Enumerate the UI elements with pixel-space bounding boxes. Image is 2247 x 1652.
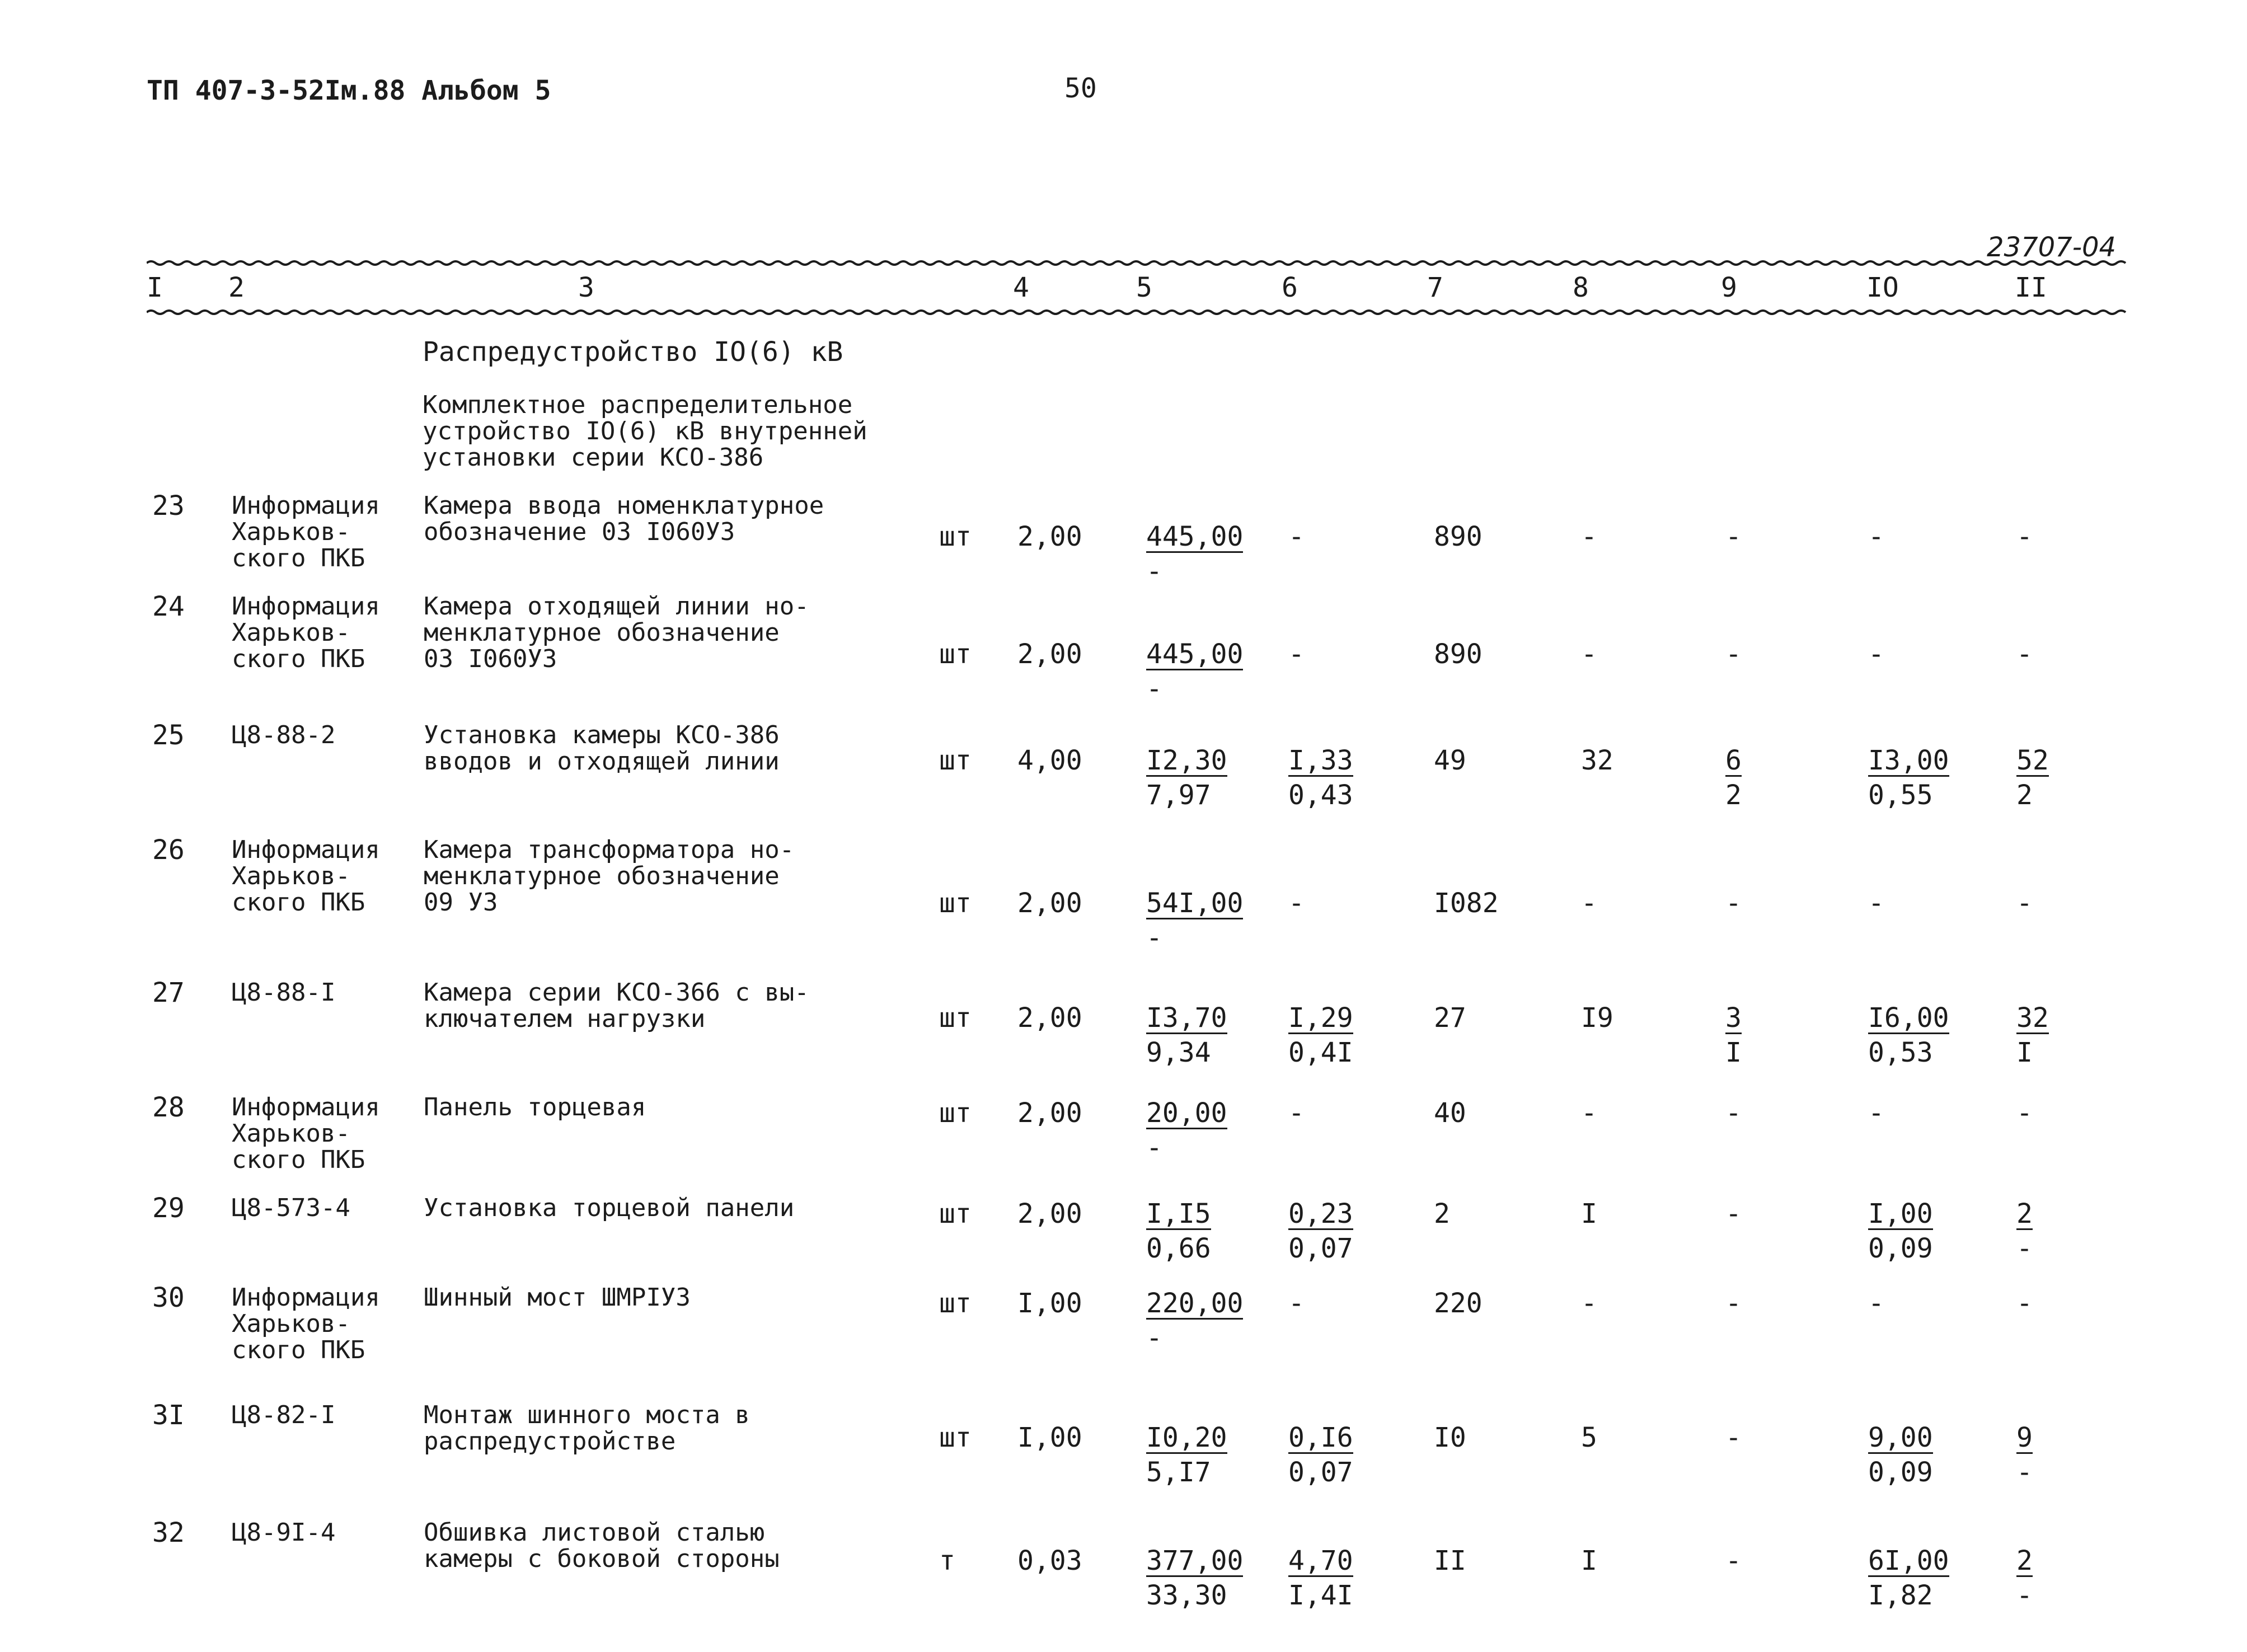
total-wages: 32 (1581, 745, 1613, 776)
row-name: Камера ввода номенклатурное обозначение 03 I060УЗ (424, 491, 824, 546)
machine-wages: 0,43 (1288, 780, 1353, 811)
row-quantity: 0,03 (1017, 1545, 1082, 1576)
row-unit: шт (939, 1288, 972, 1319)
row-number: 23 (152, 490, 185, 522)
total-cost: 40 (1434, 1097, 1466, 1129)
cost-total: I3,70 (1146, 1002, 1227, 1034)
total-wages: I (1581, 1545, 1597, 1576)
total-cost: 220 (1434, 1288, 1483, 1319)
row-code: Ц8-82-I (232, 1401, 336, 1429)
cost-wages: 33,30 (1146, 1580, 1227, 1611)
labor-total: - (2016, 639, 2033, 670)
column-header: 4 (1013, 272, 1029, 303)
row-number: 27 (152, 977, 185, 1008)
row-number: 3I (152, 1400, 185, 1431)
labor-total: 2 (2016, 1198, 2033, 1229)
row-name: Панель торцевая (424, 1093, 646, 1121)
column-header: 3 (578, 272, 594, 303)
machine-total: - (1725, 1422, 1742, 1453)
cost-total: 20,00 (1146, 1097, 1227, 1129)
machine-cost: 0,23 (1288, 1198, 1353, 1229)
labor-unit: 9,00 (1868, 1422, 1933, 1453)
row-name: Обшивка листовой сталью камеры с боковой стороны (424, 1518, 780, 1573)
total-cost: 49 (1434, 745, 1466, 776)
labor-machinists-total: - (2016, 1233, 2033, 1264)
labor-machinists-unit: 0,09 (1868, 1457, 1933, 1488)
labor-machinists-total: 2 (2016, 780, 2033, 811)
table-top-rule (147, 259, 2128, 267)
total-cost: II (1434, 1545, 1466, 1576)
labor-machinists-unit: 0,53 (1868, 1037, 1933, 1068)
labor-unit: - (1868, 1097, 1884, 1129)
labor-total: 32 (2016, 1002, 2049, 1034)
cost-total: I,I5 (1146, 1198, 1211, 1229)
subsection-title: Комплектное распределительное устройство IO(6) кВ внутренней установки серии КСО-386 (423, 391, 867, 472)
cost-wages: - (1146, 922, 1162, 954)
row-code: Информация Харьков- ского ПКБ (232, 836, 380, 917)
row-unit: шт (939, 1097, 972, 1129)
row-unit: шт (939, 639, 972, 670)
machine-total-wages: 2 (1725, 780, 1742, 811)
total-wages: - (1581, 888, 1597, 919)
labor-machinists-unit: 0,09 (1868, 1233, 1933, 1264)
row-unit: шт (939, 1198, 972, 1229)
row-number: 25 (152, 720, 185, 751)
total-wages: - (1581, 639, 1597, 670)
machine-cost: 0,I6 (1288, 1422, 1353, 1453)
column-header: IO (1866, 272, 1899, 303)
machine-total: - (1725, 1545, 1742, 1576)
page-number: 50 (1064, 73, 1097, 104)
row-quantity: 2,00 (1017, 1097, 1082, 1129)
row-number: 26 (152, 834, 185, 866)
machine-wages: 0,4I (1288, 1037, 1353, 1068)
machine-cost: - (1288, 639, 1305, 670)
machine-total: 6 (1725, 745, 1742, 776)
total-wages: - (1581, 521, 1597, 552)
row-unit: шт (939, 521, 972, 552)
row-quantity: 4,00 (1017, 745, 1082, 776)
machine-cost: 4,70 (1288, 1545, 1353, 1576)
total-wages: - (1581, 1097, 1597, 1129)
labor-unit: - (1868, 521, 1884, 552)
row-quantity: 2,00 (1017, 1002, 1082, 1034)
row-unit: т (939, 1545, 955, 1576)
labor-unit: - (1868, 1288, 1884, 1319)
row-quantity: 2,00 (1017, 1198, 1082, 1229)
machine-total: - (1725, 1288, 1742, 1319)
row-quantity: 2,00 (1017, 888, 1082, 919)
total-wages: I (1581, 1198, 1597, 1229)
cost-total: 54I,00 (1146, 888, 1244, 919)
inventory-number: 23707-04 (1987, 232, 2117, 263)
row-code: Информация Харьков- ского ПКБ (232, 1093, 380, 1174)
machine-cost: I,33 (1288, 745, 1353, 776)
cost-total: I2,30 (1146, 745, 1227, 776)
labor-unit: I,00 (1868, 1198, 1933, 1229)
column-header: 5 (1136, 272, 1152, 303)
section-title: Распредустройство IO(6) кВ (423, 336, 843, 368)
machine-wages: I,4I (1288, 1580, 1353, 1611)
total-cost: 27 (1434, 1002, 1466, 1034)
row-unit: шт (939, 1422, 972, 1453)
machine-cost: I,29 (1288, 1002, 1353, 1034)
column-header: 2 (228, 272, 245, 303)
total-cost: I0 (1434, 1422, 1466, 1453)
cost-wages: 7,97 (1146, 780, 1211, 811)
row-code: Ц8-573-4 (232, 1194, 350, 1222)
cost-total: 220,00 (1146, 1288, 1244, 1319)
machine-total: - (1725, 888, 1742, 919)
row-code: Информация Харьков- ского ПКБ (232, 1283, 380, 1364)
row-quantity: 2,00 (1017, 521, 1082, 552)
row-code: Информация Харьков- ского ПКБ (232, 491, 380, 572)
row-code: Информация Харьков- ского ПКБ (232, 592, 380, 673)
machine-total: - (1725, 1097, 1742, 1129)
labor-total: - (2016, 521, 2033, 552)
cost-wages: 9,34 (1146, 1037, 1211, 1068)
row-number: 32 (152, 1517, 185, 1548)
labor-total: - (2016, 1288, 2033, 1319)
row-code: Ц8-9I-4 (232, 1518, 336, 1547)
labor-total: - (2016, 1097, 2033, 1129)
row-name: Шинный мост ШМРIУЗ (424, 1283, 691, 1312)
total-wages: - (1581, 1288, 1597, 1319)
cost-wages: 0,66 (1146, 1233, 1211, 1264)
column-header: 9 (1721, 272, 1737, 303)
machine-wages: 0,07 (1288, 1457, 1353, 1488)
cost-wages: - (1146, 1132, 1162, 1163)
labor-machinists-total: I (2016, 1037, 2033, 1068)
labor-unit: I6,00 (1868, 1002, 1949, 1034)
cost-wages: - (1146, 673, 1162, 705)
row-quantity: I,00 (1017, 1288, 1082, 1319)
column-header: 7 (1427, 272, 1443, 303)
total-cost: I082 (1434, 888, 1499, 919)
labor-total: 2 (2016, 1545, 2033, 1576)
cost-wages: - (1146, 556, 1162, 587)
total-cost: 2 (1434, 1198, 1450, 1229)
cost-total: I0,20 (1146, 1422, 1227, 1453)
row-quantity: 2,00 (1017, 639, 1082, 670)
labor-unit: I3,00 (1868, 745, 1949, 776)
labor-machinists-total: - (2016, 1457, 2033, 1488)
column-header: 6 (1282, 272, 1298, 303)
labor-machinists-unit: 0,55 (1868, 780, 1933, 811)
machine-total: - (1725, 639, 1742, 670)
cost-total: 445,00 (1146, 639, 1244, 670)
labor-unit: 6I,00 (1868, 1545, 1949, 1576)
column-header: 8 (1573, 272, 1589, 303)
row-name: Камера трансформатора но- менклатурное обозначение 09 УЗ (424, 836, 795, 917)
labor-unit: - (1868, 639, 1884, 670)
machine-total: - (1725, 521, 1742, 552)
row-code: Ц8-88-2 (232, 721, 336, 749)
labor-machinists-total: - (2016, 1580, 2033, 1611)
labor-machinists-unit: I,82 (1868, 1580, 1933, 1611)
cost-total: 377,00 (1146, 1545, 1244, 1576)
machine-cost: - (1288, 1288, 1305, 1319)
cost-wages: - (1146, 1322, 1162, 1354)
labor-total: 52 (2016, 745, 2049, 776)
machine-total: - (1725, 1198, 1742, 1229)
row-name: Камера отходящей линии но- менклатурное обозначение 03 I060УЗ (424, 592, 809, 673)
labor-total: - (2016, 888, 2033, 919)
cost-total: 445,00 (1146, 521, 1244, 552)
row-number: 30 (152, 1282, 185, 1313)
total-wages: 5 (1581, 1422, 1597, 1453)
row-name: Установка торцевой панели (424, 1194, 795, 1222)
cost-wages: 5,I7 (1146, 1457, 1211, 1488)
row-unit: шт (939, 888, 972, 919)
labor-unit: - (1868, 888, 1884, 919)
column-header: I (147, 272, 163, 303)
row-number: 28 (152, 1092, 185, 1123)
row-name: Установка камеры КСО-386 вводов и отходящей линии (424, 721, 780, 776)
total-cost: 890 (1434, 639, 1483, 670)
machine-cost: - (1288, 521, 1305, 552)
machine-wages: 0,07 (1288, 1233, 1353, 1264)
row-unit: шт (939, 1002, 972, 1034)
machine-total-wages: I (1725, 1037, 1742, 1068)
total-wages: I9 (1581, 1002, 1613, 1034)
row-number: 29 (152, 1193, 185, 1224)
row-name: Камера серии КСО-366 с вы- ключателем нагрузки (424, 978, 809, 1033)
total-cost: 890 (1434, 521, 1483, 552)
machine-cost: - (1288, 1097, 1305, 1129)
labor-total: 9 (2016, 1422, 2033, 1453)
row-name: Монтаж шинного моста в распредустройстве (424, 1401, 750, 1456)
machine-cost: - (1288, 888, 1305, 919)
machine-total: 3 (1725, 1002, 1742, 1034)
row-code: Ц8-88-I (232, 978, 336, 1007)
row-number: 24 (152, 591, 185, 622)
row-unit: шт (939, 745, 972, 776)
table-header-rule (147, 308, 2128, 317)
row-quantity: I,00 (1017, 1422, 1082, 1453)
column-header: II (2015, 272, 2047, 303)
document-code: ТП 407-3-52Iм.88 Альбом 5 (147, 75, 551, 106)
